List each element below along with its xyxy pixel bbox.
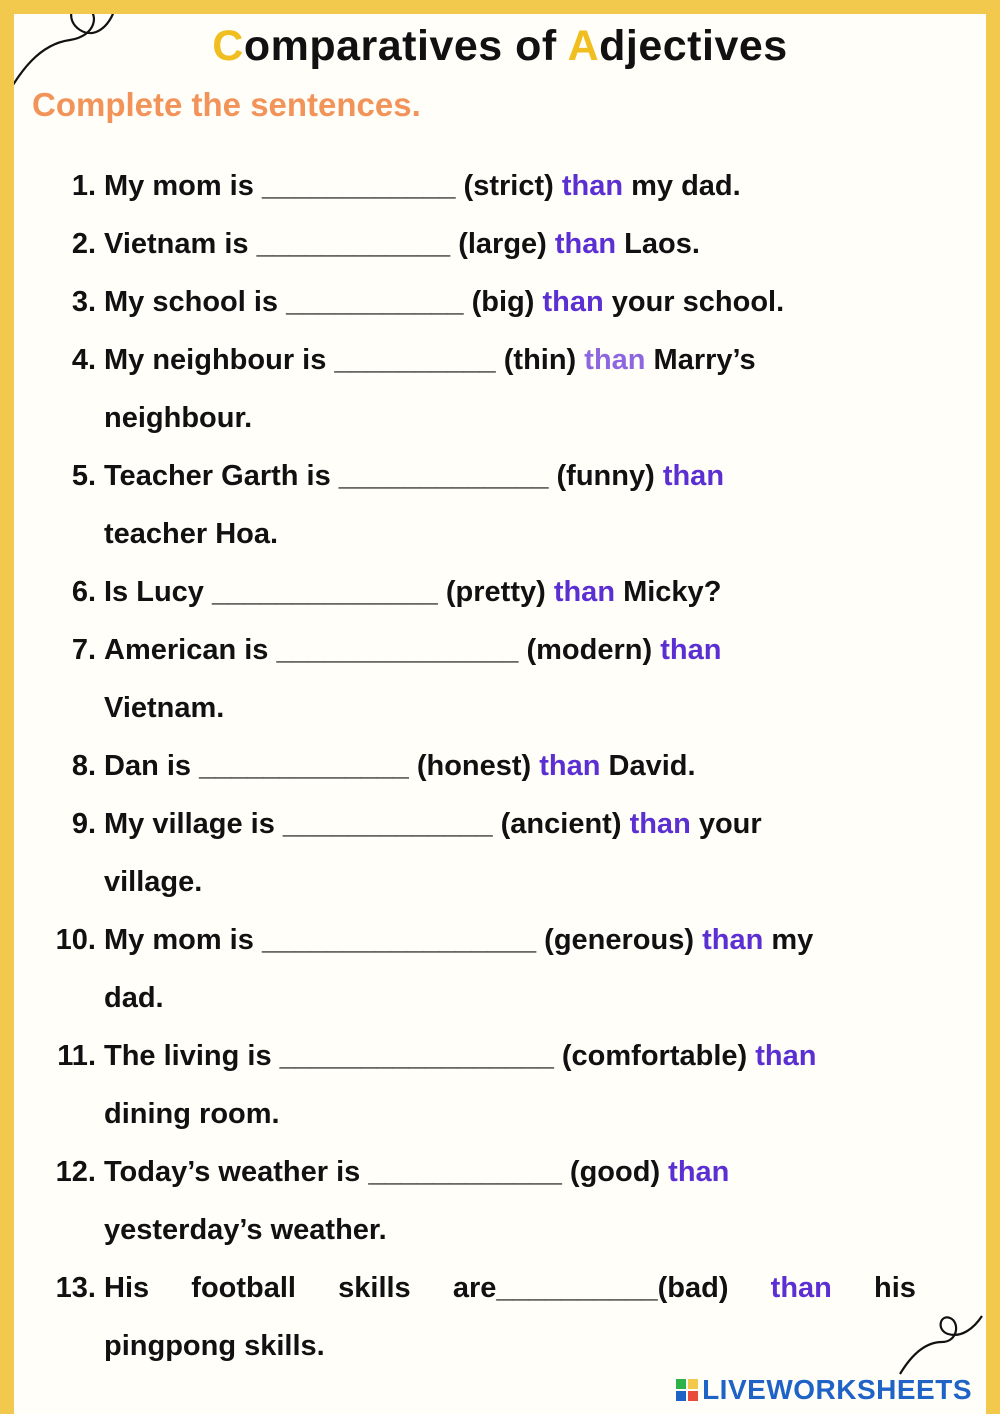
answer-blank[interactable]: _________________ (279, 1040, 554, 1072)
than-keyword: than (770, 1272, 832, 1304)
sentence-line: His football skills are__________(bad) than his (104, 1272, 916, 1304)
answer-blank[interactable]: _____________ (282, 808, 493, 840)
sentence-continuation: pingpong skills. (104, 1330, 325, 1362)
answer-blank[interactable]: _________________ (261, 924, 537, 956)
than-keyword: than (554, 228, 617, 260)
answer-blank[interactable]: ___________ (286, 286, 464, 318)
answer-blank[interactable]: are__________(bad) (452, 1272, 729, 1304)
than-keyword: than (584, 344, 646, 376)
item-number: 12. (55, 1156, 96, 1188)
item-number: 3. (71, 286, 96, 318)
item-number: 13. (55, 1272, 96, 1304)
sentence-continuation: dining room. (104, 1098, 280, 1130)
answer-blank[interactable]: _______________ (276, 634, 519, 666)
item-number: 8. (71, 750, 96, 782)
answer-blank[interactable]: ____________ (368, 1156, 562, 1188)
answer-blank[interactable]: _____________ (338, 460, 549, 492)
than-keyword: than (561, 170, 624, 202)
sentence-line: My mom is _________________ (generous) than my (104, 924, 814, 956)
item-number: 9. (71, 808, 96, 840)
sentence-continuation: Vietnam. (104, 692, 225, 724)
logo-cube-icon (676, 1379, 698, 1401)
item-number: 7. (71, 634, 96, 666)
than-keyword: than (702, 924, 764, 956)
sentence-line: Is Lucy ______________ (pretty) than Micky? (104, 576, 722, 608)
decorative-curl-bottom-right (896, 1308, 986, 1378)
item-number: 4. (71, 344, 96, 376)
than-keyword: than (542, 286, 604, 318)
sentence-line: Vietnam is ____________ (large) than Laos. (104, 228, 700, 260)
sentence-line: Teacher Garth is _____________ (funny) than (104, 460, 725, 492)
liveworksheets-logo: LIVEWORKSHEETS (676, 1374, 972, 1406)
item-number: 2. (71, 228, 96, 260)
answer-blank[interactable]: ______________ (212, 576, 438, 608)
than-keyword: than (755, 1040, 817, 1072)
sentence-line: The living is _________________ (comfortable) than (104, 1040, 817, 1072)
sentence-continuation: dad. (104, 982, 164, 1014)
answer-blank[interactable]: _____________ (199, 750, 409, 782)
than-keyword: than (668, 1156, 730, 1188)
than-keyword: than (662, 460, 725, 492)
sentence-line: My school is ___________ (big) than your school. (104, 286, 785, 318)
sentence-line: Today’s weather is ____________ (good) than (104, 1156, 730, 1188)
worksheet-page (14, 14, 986, 1414)
worksheet-title: Comparatives of Adjectives (212, 22, 788, 70)
sentence-continuation: yesterday’s weather. (104, 1214, 387, 1246)
sentence-line: My mom is ____________ (strict) than my dad. (104, 170, 741, 202)
answer-blank[interactable]: ____________ (261, 170, 456, 202)
than-keyword: than (539, 750, 601, 782)
sentence-line: American is _______________ (modern) than (104, 634, 722, 666)
item-number: 6. (71, 576, 96, 608)
than-keyword: than (553, 576, 616, 608)
sentence-line: Dan is _____________ (honest) than David. (104, 750, 696, 782)
answer-blank[interactable]: __________ (334, 344, 496, 376)
sentence-line: My village is _____________ (ancient) than your (104, 808, 762, 840)
instructions: Complete the sentences. (32, 86, 421, 123)
sentence-line: My neighbour is __________ (thin) than Marry’s (104, 344, 756, 376)
sentence-continuation: teacher Hoa. (104, 518, 279, 550)
item-number: 5. (71, 460, 96, 492)
answer-blank[interactable]: ____________ (256, 228, 451, 260)
than-keyword: than (660, 634, 722, 666)
sentence-continuation: neighbour. (104, 402, 253, 434)
sentence-continuation: village. (104, 866, 203, 898)
item-number: 11. (57, 1040, 96, 1072)
than-keyword: than (629, 808, 691, 840)
item-number: 1. (71, 170, 96, 202)
item-number: 10. (55, 924, 96, 956)
